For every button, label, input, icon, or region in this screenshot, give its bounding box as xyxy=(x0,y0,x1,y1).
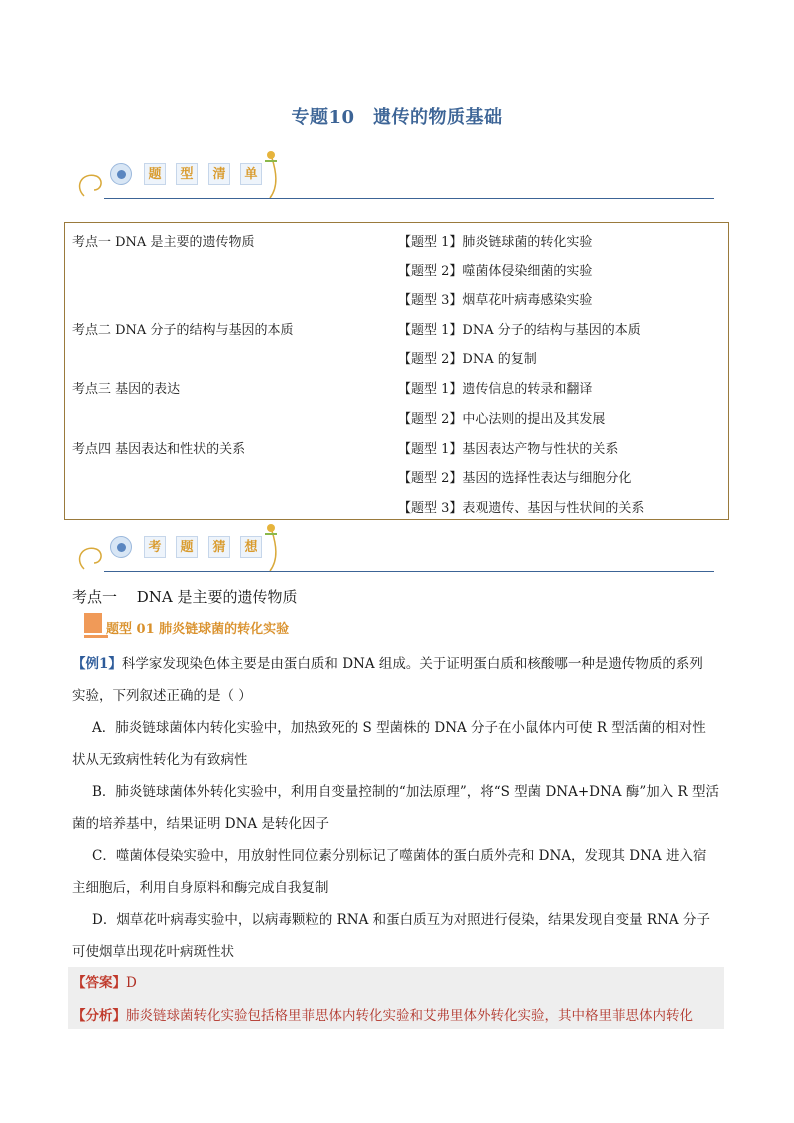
answer-line xyxy=(72,971,137,991)
tixing-label: 题型 01 肺炎链球菌的转化实验 xyxy=(106,622,290,637)
tixing-block-icon xyxy=(84,613,102,633)
topic-type: 【题型 1】DNA 分子的结构与基因的本质 xyxy=(398,323,641,338)
section-char: 题 xyxy=(176,536,198,558)
option-b-line: B．肺炎链球菌体外转化实验中，利用自变量控制的“加法原理”，将“S 型菌 DNA+DNA 酶”加入 R 型活 xyxy=(92,784,719,800)
topic-type: 【题型 1】肺炎链球菌的转化实验 xyxy=(398,235,593,250)
section-header-question-guess xyxy=(74,519,714,575)
tixing-underbar xyxy=(84,635,108,638)
section-char: 题 xyxy=(144,163,166,185)
section-char: 清 xyxy=(208,163,230,185)
topic-type: 【题型 2】中心法则的提出及其发展 xyxy=(398,412,606,427)
section-char: 型 xyxy=(176,163,198,185)
section-char: 猜 xyxy=(208,536,230,558)
example-stem-text: 科学家发现染色体主要是由蛋白质和 DNA 组成。关于证明蛋白质和核酸哪一种是遗传物质的系列 xyxy=(121,656,703,672)
topic-type: 【题型 1】遗传信息的转录和翻译 xyxy=(398,382,593,397)
example-tag: 【例1】 xyxy=(72,656,122,672)
answer-value: D xyxy=(126,975,137,991)
option-c-line: 主细胞后，利用自身原料和酶完成自我复制 xyxy=(72,880,329,896)
page-title: 专题10 遗传的物质基础 xyxy=(291,107,503,128)
analysis-line xyxy=(72,1004,693,1024)
option-c-line: C．噬菌体侵染实验中，用放射性同位素分别标记了噬菌体的蛋白质外壳和 DNA，发现其 DNA 进入宿 xyxy=(92,848,707,864)
section-char: 想 xyxy=(240,536,262,558)
analysis-tag: 【分析】 xyxy=(72,1008,126,1024)
analysis-text: 肺炎链球菌转化实验包括格里菲思体内转化实验和艾弗里体外转化实验，其中格里菲思体内转化 xyxy=(126,1008,693,1024)
topic-type: 【题型 3】烟草花叶病毒感染实验 xyxy=(398,293,593,308)
topic-table xyxy=(64,222,729,520)
section-rule xyxy=(104,198,714,199)
option-d-line: D．烟草花叶病毒实验中，以病毒颗粒的 RNA 和蛋白质互为对照进行侵染，结果发现自变量 RNA 分子 xyxy=(92,912,710,928)
section-char: 考 xyxy=(144,536,166,558)
section-rule xyxy=(104,571,714,572)
option-a-line: 状从无致病性转化为有致病性 xyxy=(72,752,248,768)
option-d-line: 可使烟草出现花叶病斑性状 xyxy=(72,944,234,960)
topic-point: 考点三 基因的表达 xyxy=(72,382,181,397)
section-header-topic-list xyxy=(74,146,714,202)
section-bullet-icon xyxy=(110,163,132,185)
section-bullet-icon xyxy=(110,536,132,558)
topic-type: 【题型 2】噬菌体侵染细菌的实验 xyxy=(398,264,593,279)
section-char: 单 xyxy=(240,163,262,185)
topic-type: 【题型 2】DNA 的复制 xyxy=(398,352,537,367)
example-stem-line: 实验，下列叙述正确的是（ ） xyxy=(72,688,252,704)
example-stem-line xyxy=(72,654,703,674)
tixing-heading xyxy=(82,613,342,643)
topic-type: 【题型 3】表观遗传、基因与性状间的关系 xyxy=(398,501,645,516)
answer-box xyxy=(68,967,724,1029)
topic-type: 【题型 1】基因表达产物与性状的关系 xyxy=(398,442,619,457)
answer-tag: 【答案】 xyxy=(72,975,126,991)
topic-point: 考点四 基因表达和性状的关系 xyxy=(72,442,246,457)
option-a-line: A．肺炎链球菌体内转化实验中，加热致死的 S 型菌株的 DNA 分子在小鼠体内可使 R 型活菌的相对性 xyxy=(92,720,706,736)
topic-point: 考点二 DNA 分子的结构与基因的本质 xyxy=(72,323,294,338)
topic-point: 考点一 DNA 是主要的遗传物质 xyxy=(72,235,255,250)
topic-type: 【题型 2】基因的选择性表达与细胞分化 xyxy=(398,471,632,486)
kaodian-heading: 考点一 DNA 是主要的遗传物质 xyxy=(72,588,298,606)
option-b-line: 菌的培养基中，结果证明 DNA 是转化因子 xyxy=(72,816,329,832)
